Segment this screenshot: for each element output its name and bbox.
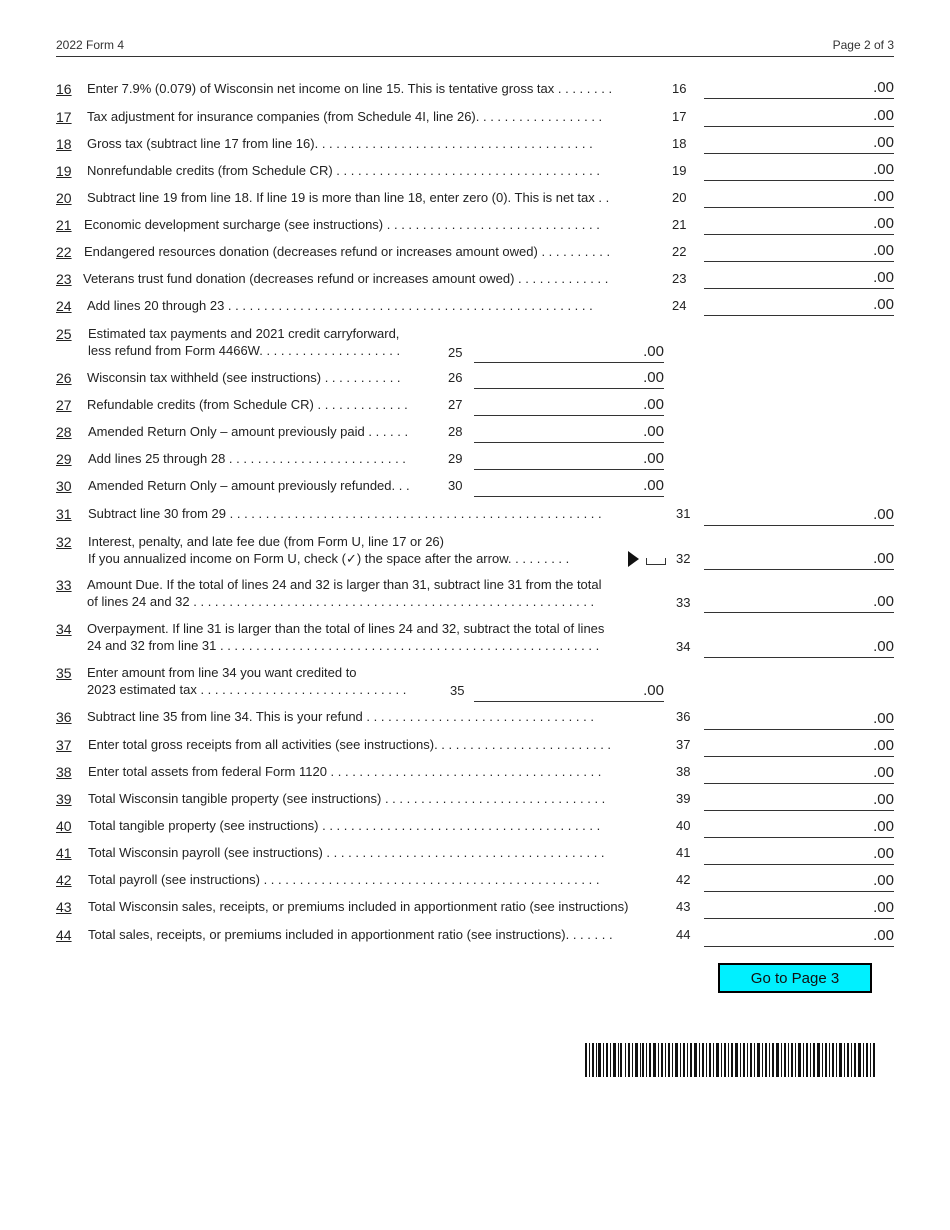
- line-description: Total Wisconsin tangible property (see instructions) . . . . . . . . . . . . . . . . . . . . . . . . . . . . . . .: [88, 791, 606, 806]
- line-17: [56, 109, 894, 129]
- line-33: [56, 577, 894, 617]
- line-number: 30: [56, 478, 72, 494]
- line-number: 40: [56, 818, 72, 834]
- line-19: [56, 163, 894, 183]
- line-40: [56, 818, 894, 838]
- line-description-cont: If you annualized income on Form U, check (✓) the space after the arrow. . . . . . . . .: [88, 551, 570, 566]
- line-30: [56, 478, 894, 498]
- line-description-cont: 24 and 32 from line 31 . . . . . . . . . . . . . . . . . . . . . . . . . . . . . . . . . . . . . . . . . . . . . . . . . . . . .: [87, 638, 600, 653]
- page-label: Page 2 of 3: [832, 38, 894, 52]
- line-ref: 36: [676, 709, 691, 724]
- line-number: 36: [56, 709, 72, 725]
- amount-field[interactable]: .00: [704, 134, 894, 154]
- line-description: Veterans trust fund donation (decreases refund or increases amount owed) . . . . . . . . . . . . .: [83, 271, 609, 286]
- line-number: 39: [56, 791, 72, 807]
- line-ref: 26: [448, 370, 463, 385]
- line-description: Add lines 20 through 23 . . . . . . . . . . . . . . . . . . . . . . . . . . . . . . . . . . . . . . . . . . . . . . . . . . .: [87, 298, 593, 313]
- amount-field[interactable]: .00: [474, 450, 664, 470]
- amount-field[interactable]: .00: [704, 818, 894, 838]
- line-42: [56, 872, 894, 892]
- line-29: [56, 451, 894, 471]
- line-description: Enter 7.9% (0.079) of Wisconsin net income on line 15. This is tentative gross tax . . . . . . . .: [87, 81, 613, 96]
- line-ref: 25: [448, 345, 463, 360]
- line-description: Total Wisconsin payroll (see instructions) . . . . . . . . . . . . . . . . . . . . . . . . . . . . . . . . . . . . . . .: [88, 845, 605, 860]
- amount-field[interactable]: .00: [704, 296, 894, 316]
- annualized-checkbox[interactable]: [646, 558, 666, 565]
- amount-field[interactable]: .00: [704, 215, 894, 235]
- line-description: Add lines 25 through 28 . . . . . . . . . . . . . . . . . . . . . . . . .: [88, 451, 406, 466]
- line-22: [56, 244, 894, 264]
- amount-field[interactable]: .00: [704, 161, 894, 181]
- line-description: Economic development surcharge (see instructions) . . . . . . . . . . . . . . . . . . . . . . . . . . . . . .: [84, 217, 600, 232]
- amount-field[interactable]: .00: [704, 242, 894, 262]
- line-ref: 29: [448, 451, 463, 466]
- amount-field[interactable]: .00: [704, 79, 894, 99]
- amount-field[interactable]: .00: [704, 737, 894, 757]
- line-number: 23: [56, 271, 72, 287]
- line-number: 38: [56, 764, 72, 780]
- amount-field[interactable]: .00: [704, 550, 894, 570]
- line-number: 24: [56, 298, 72, 314]
- amount-field[interactable]: .00: [474, 369, 664, 389]
- line-ref: 20: [672, 190, 687, 205]
- line-20: [56, 190, 894, 210]
- amount-field[interactable]: .00: [704, 899, 894, 919]
- line-description-cont: of lines 24 and 32 . . . . . . . . . . . . . . . . . . . . . . . . . . . . . . . . . . . . . . . . . . . . . . . . . . . . . . . .: [87, 594, 595, 609]
- amount-field[interactable]: .00: [704, 845, 894, 865]
- line-ref: 38: [676, 764, 691, 779]
- line-number: 21: [56, 217, 72, 233]
- barcode: [585, 1043, 875, 1077]
- line-28: [56, 424, 894, 444]
- line-number: 28: [56, 424, 72, 440]
- line-number: 37: [56, 737, 72, 753]
- line-description: Endangered resources donation (decreases refund or increases amount owed) . . . . . . . . . .: [84, 244, 611, 259]
- line-ref: 43: [676, 899, 691, 914]
- amount-field[interactable]: .00: [474, 423, 664, 443]
- line-ref: 23: [672, 271, 687, 286]
- line-description: Tax adjustment for insurance companies (from Schedule 4I, line 26). . . . . . . . . . . . . . . . . .: [87, 109, 603, 124]
- line-description: Amount Due. If the total of lines 24 and 32 is larger than 31, subtract line 31 from the total: [87, 577, 602, 592]
- line-description-cont: 2023 estimated tax . . . . . . . . . . . . . . . . . . . . . . . . . . . . .: [87, 682, 407, 697]
- line-24: [56, 298, 894, 318]
- line-description: Wisconsin tax withheld (see instructions) . . . . . . . . . . .: [87, 370, 401, 385]
- line-description: Subtract line 19 from line 18. If line 19 is more than line 18, enter zero (0). This is net tax . .: [87, 190, 610, 205]
- line-35: [56, 665, 894, 705]
- line-39: [56, 791, 894, 811]
- line-description: Total sales, receipts, or premiums included in apportionment ratio (see instructions). . . . . . .: [88, 927, 613, 942]
- line-25: [56, 326, 894, 366]
- amount-field[interactable]: .00: [704, 506, 894, 526]
- line-description: Amended Return Only – amount previously refunded. . .: [88, 478, 410, 493]
- form-name: 2022 Form 4: [56, 38, 125, 52]
- line-37: [56, 737, 894, 757]
- line-ref: 37: [676, 737, 691, 752]
- line-26: [56, 370, 894, 390]
- amount-field[interactable]: .00: [704, 188, 894, 208]
- line-description: Enter amount from line 34 you want credited to: [87, 665, 357, 680]
- line-36: [56, 709, 894, 729]
- line-description: Overpayment. If line 31 is larger than the total of lines 24 and 32, subtract the total of lines: [87, 621, 605, 636]
- amount-field[interactable]: .00: [474, 396, 664, 416]
- line-ref: 16: [672, 81, 687, 96]
- line-description: Total tangible property (see instructions) . . . . . . . . . . . . . . . . . . . . . . . . . . . . . . . . . . . . . . .: [88, 818, 601, 833]
- line-34: [56, 621, 894, 661]
- line-ref: 17: [672, 109, 687, 124]
- line-number: 17: [56, 109, 72, 125]
- line-description: Refundable credits (from Schedule CR) . . . . . . . . . . . . .: [87, 397, 408, 412]
- line-ref: 44: [676, 927, 691, 942]
- line-ref: 27: [448, 397, 463, 412]
- line-ref: 30: [448, 478, 463, 493]
- amount-field[interactable]: .00: [704, 593, 894, 613]
- line-43: [56, 899, 894, 919]
- line-ref: 40: [676, 818, 691, 833]
- amount-field[interactable]: .00: [474, 477, 664, 497]
- amount-field[interactable]: .00: [474, 343, 664, 363]
- line-ref: 39: [676, 791, 691, 806]
- line-18: [56, 136, 894, 156]
- amount-field[interactable]: .00: [474, 682, 664, 702]
- line-ref: 22: [672, 244, 687, 259]
- line-description-cont: less refund from Form 4466W. . . . . . . . . . . . . . . . . . . .: [88, 343, 401, 358]
- amount-field[interactable]: .00: [704, 764, 894, 784]
- line-number: 25: [56, 326, 72, 342]
- line-16: [56, 81, 894, 101]
- line-number: 22: [56, 244, 72, 260]
- line-ref: 18: [672, 136, 687, 151]
- line-ref: 33: [676, 595, 691, 610]
- line-number: 43: [56, 899, 72, 915]
- line-23: [56, 271, 894, 291]
- line-number: 26: [56, 370, 72, 386]
- line-41: [56, 845, 894, 865]
- amount-field[interactable]: .00: [704, 872, 894, 892]
- line-ref: 41: [676, 845, 691, 860]
- line-ref: 19: [672, 163, 687, 178]
- arrow-icon: [628, 551, 639, 567]
- amount-field[interactable]: .00: [704, 927, 894, 947]
- amount-field[interactable]: .00: [704, 791, 894, 811]
- line-number: 20: [56, 190, 72, 206]
- line-number: 33: [56, 577, 72, 593]
- line-ref: 24: [672, 298, 687, 313]
- line-description: Interest, penalty, and late fee due (from Form U, line 17 or 26): [88, 534, 444, 549]
- line-number: 44: [56, 927, 72, 943]
- line-description: Nonrefundable credits (from Schedule CR) . . . . . . . . . . . . . . . . . . . . . . . . . . . . . . . . . . . . .: [87, 163, 600, 178]
- line-32: [56, 534, 894, 574]
- line-ref: 32: [676, 551, 691, 566]
- line-ref: 34: [676, 639, 691, 654]
- line-description: Subtract line 30 from 29 . . . . . . . . . . . . . . . . . . . . . . . . . . . . . . . . . . . . . . . . . . . . . . . . . . . .: [88, 506, 602, 521]
- line-description: Subtract line 35 from line 34. This is your refund . . . . . . . . . . . . . . . . . . . . . . . . . . . . . . . .: [87, 709, 594, 724]
- go-to-page-3-button[interactable]: Go to Page 3: [718, 963, 872, 993]
- line-number: 19: [56, 163, 72, 179]
- line-number: 41: [56, 845, 72, 861]
- line-description: Total Wisconsin sales, receipts, or premiums included in apportionment ratio (see instructions): [88, 899, 629, 914]
- line-description: Enter total assets from federal Form 1120 . . . . . . . . . . . . . . . . . . . . . . . . . . . . . . . . . . . . . .: [88, 764, 602, 779]
- amount-field[interactable]: .00: [704, 269, 894, 289]
- line-27: [56, 397, 894, 417]
- line-number: 31: [56, 506, 72, 522]
- line-38: [56, 764, 894, 784]
- amount-field[interactable]: .00: [704, 710, 894, 730]
- line-number: 16: [56, 81, 72, 97]
- line-ref: 35: [450, 683, 465, 698]
- line-number: 42: [56, 872, 72, 888]
- line-31: [56, 506, 894, 526]
- line-number: 18: [56, 136, 72, 152]
- line-number: 29: [56, 451, 72, 467]
- line-number: 35: [56, 665, 72, 681]
- line-44: [56, 927, 894, 947]
- line-number: 34: [56, 621, 72, 637]
- line-number: 27: [56, 397, 72, 413]
- line-description: Total payroll (see instructions) . . . . . . . . . . . . . . . . . . . . . . . . . . . . . . . . . . . . . . . . . . . . . . .: [88, 872, 600, 887]
- line-description: Estimated tax payments and 2021 credit carryforward,: [88, 326, 400, 341]
- amount-field[interactable]: .00: [704, 107, 894, 127]
- line-21: [56, 217, 894, 237]
- line-ref: 21: [672, 217, 687, 232]
- page-header: [56, 38, 894, 57]
- line-description: Enter total gross receipts from all activities (see instructions). . . . . . . . . . . . . . . . . . . . . . . . .: [88, 737, 612, 752]
- line-description: Amended Return Only – amount previously paid . . . . . .: [88, 424, 409, 439]
- amount-field[interactable]: .00: [704, 638, 894, 658]
- line-number: 32: [56, 534, 72, 550]
- line-ref: 28: [448, 424, 463, 439]
- line-description: Gross tax (subtract line 17 from line 16). . . . . . . . . . . . . . . . . . . . . . . . . . . . . . . . . . . . . . .: [87, 136, 593, 151]
- line-ref: 42: [676, 872, 691, 887]
- line-ref: 31: [676, 506, 691, 521]
